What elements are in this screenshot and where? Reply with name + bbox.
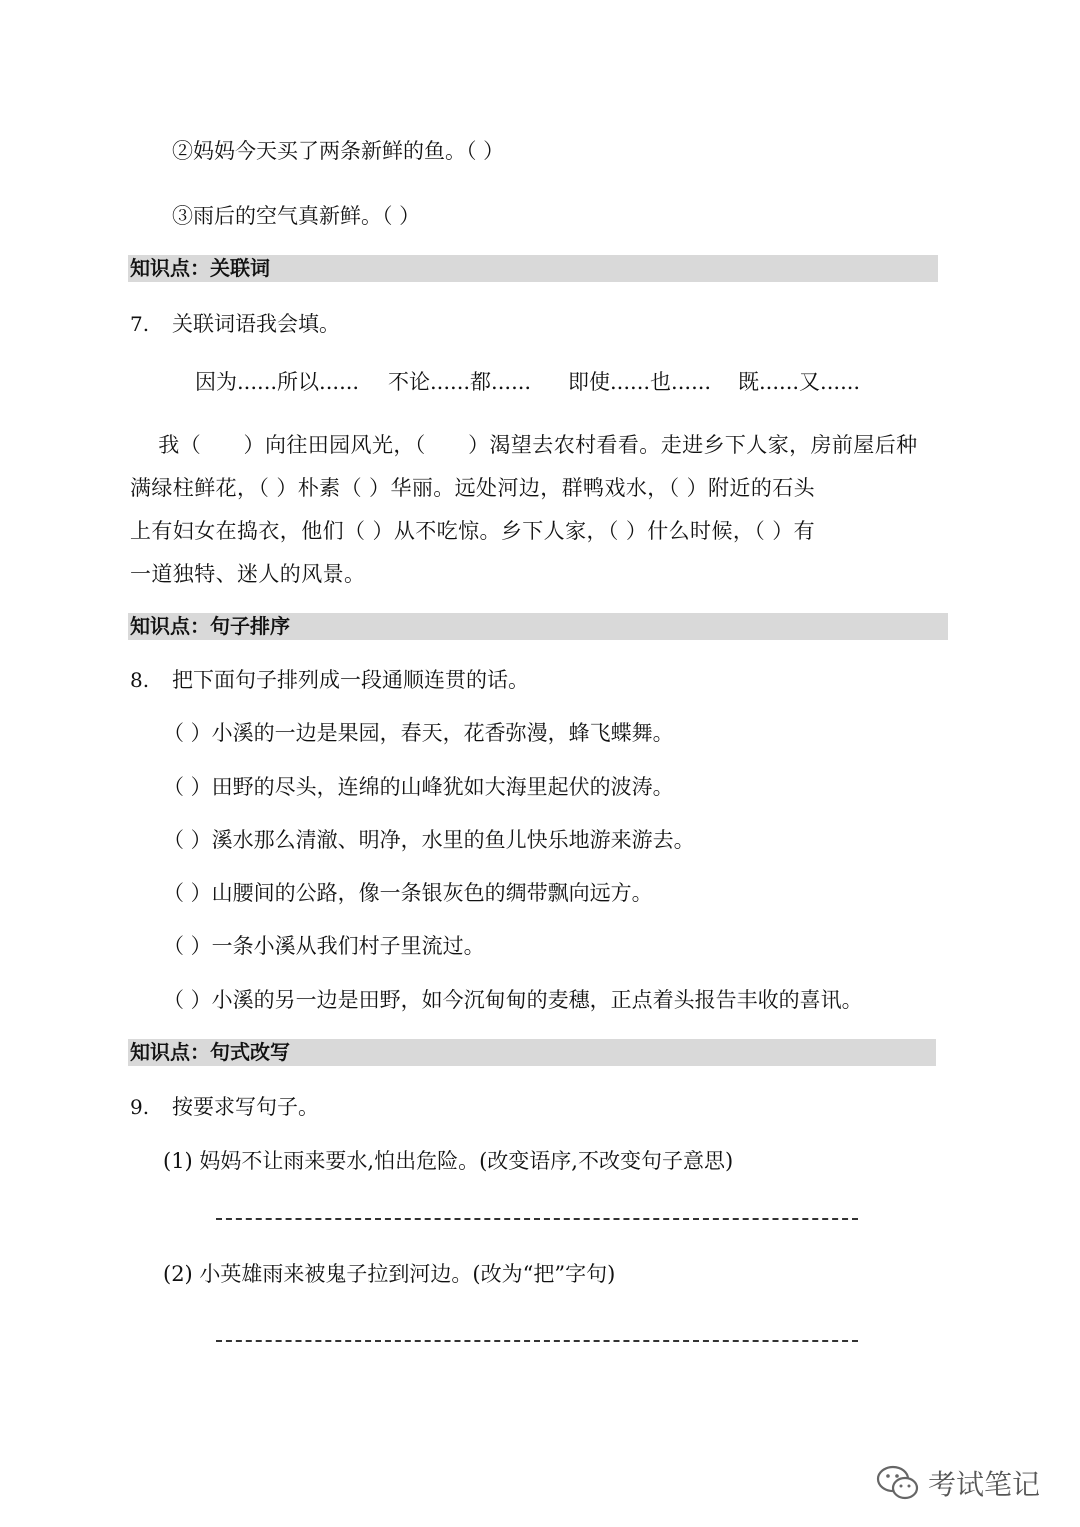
section-header-sentence-ordering	[128, 613, 948, 640]
ordering-item: （ ）小溪的一边是果园，春天，花香弥漫，蜂飞蝶舞。	[163, 721, 674, 745]
question-number: 8.	[130, 668, 150, 692]
conjunction-option: 不论......都......	[388, 370, 532, 394]
wechat-icon	[876, 1464, 920, 1502]
section-title: 知识点：句式改写	[130, 1040, 290, 1064]
fill-in-paragraph	[130, 424, 960, 596]
ordering-item: （ ）小溪的另一边是田野，如今沉甸甸的麦穗，正点着头报告丰收的喜讯。	[163, 988, 863, 1012]
rewrite-item: (1) 妈妈不让雨来要水,怕出危险。(改变语序,不改变句子意思)	[163, 1149, 734, 1173]
rewrite-item: (2) 小英雄雨来被鬼子拉到河边。(改为“把”字句)	[163, 1262, 616, 1286]
question-number: 7.	[130, 312, 150, 336]
paragraph-line: 上有妇女在捣衣，他们（ ）从不吃惊。乡下人家，（ ）什么时候，（ ）有	[130, 519, 816, 543]
section-title: 知识点：句子排序	[130, 614, 290, 638]
answer-line	[216, 1218, 858, 1220]
paragraph-line: 一道独特、迷人的风景。	[130, 562, 366, 586]
paragraph-line: 满绿柱鲜花，（ ）朴素（ ）华丽。远处河边，群鸭戏水，（ ）附近的石头	[130, 476, 816, 500]
watermark	[876, 1463, 1040, 1503]
question-title: 按要求写句子。	[172, 1095, 319, 1119]
ordering-item: （ ）溪水那么清澈、明净，水里的鱼儿快乐地游来游去。	[163, 828, 695, 852]
paragraph-line: 我（ ）向往田园风光，（ ）渴望去农村看看。走进乡下人家，房前屋后种	[130, 433, 918, 457]
section-header-conjunctions	[128, 255, 938, 282]
ordering-item: （ ）田野的尽头，连绵的山峰犹如大海里起伏的波涛。	[163, 775, 674, 799]
conjunction-option: 因为......所以......	[195, 370, 360, 394]
section-title: 知识点：关联词	[130, 256, 270, 280]
q6-item-2: ②妈妈今天买了两条新鲜的鱼。（ ）	[172, 139, 505, 163]
question-number: 9.	[130, 1095, 150, 1119]
section-header-sentence-rewrite	[128, 1039, 936, 1066]
conjunction-option: 即使......也......	[568, 370, 712, 394]
ordering-item: （ ）山腰间的公路，像一条银灰色的绸带飘向远方。	[163, 881, 653, 905]
ordering-item: （ ）一条小溪从我们村子里流过。	[163, 934, 485, 958]
answer-line	[216, 1340, 858, 1342]
q6-item-3: ③雨后的空气真新鲜。（ ）	[172, 204, 421, 228]
question-title: 把下面句子排列成一段通顺连贯的话。	[172, 668, 529, 692]
question-title: 关联词语我会填。	[172, 312, 340, 336]
watermark-text: 考试笔记	[927, 1468, 1040, 1501]
conjunction-option: 既......又......	[738, 370, 861, 394]
